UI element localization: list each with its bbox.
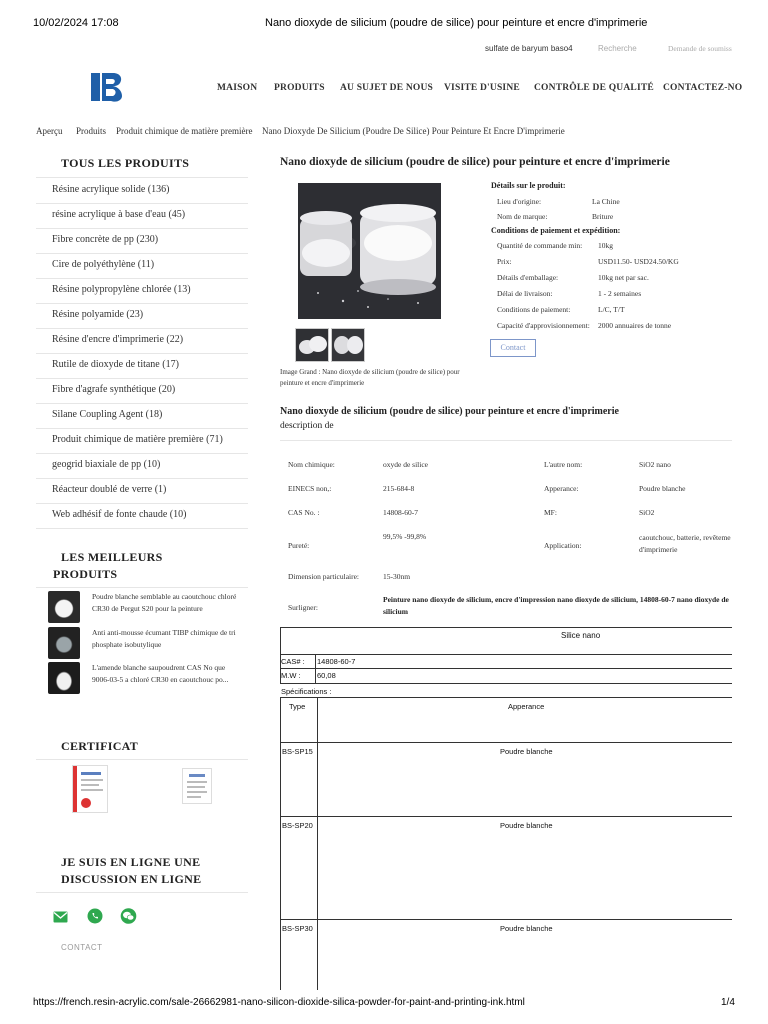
table-cell-type: BS-SP15 [282,747,313,756]
nav-contact[interactable]: CONTACTEZ-NO [663,83,743,93]
category-label: résine acrylique à base d'eau (45) [52,209,186,220]
payment-value: USD11.50- USD24.50/KG [598,257,679,266]
spec-label: Apperance: [544,484,579,493]
product-thumbnail [48,662,80,694]
certificate-image[interactable] [72,765,108,813]
product-title: Nano dioxyde de silicium (poudre de silice) pour peinture et encre d'imprimerie [280,156,670,168]
mw-label: M.W : [281,671,301,680]
wechat-icon[interactable] [120,908,137,929]
category-label: Résine acrylique solide (136) [52,184,170,195]
category-item[interactable] [36,353,248,379]
brand-logo-icon [89,70,125,104]
table-cell-appearance: Poudre blanche [500,747,553,756]
spec-value: Poudre blanche [639,484,686,493]
spec-label: Dimension particulaire: [288,572,360,581]
spec-value: oxyde de silice [383,460,428,469]
category-label: Réacteur doublé de verre (1) [52,484,167,495]
payment-heading: Conditions de paiement et expédition: [491,226,621,235]
topbar-link[interactable]: sulfate de baryum baso4 [485,44,573,53]
payment-label: Prix: [497,257,512,266]
table-cell-type: BS-SP30 [282,924,313,933]
product-main-image[interactable] [298,183,441,319]
image-caption: Image Grand : Nano dioxyde de silicium (poudre de silice) pour peinture et encre d'imprimerie [280,368,460,387]
category-item[interactable] [36,478,248,504]
spec-label: L'autre nom: [544,460,583,469]
detail-label: Nom de marque: [497,212,548,221]
category-label: Web adhésif de fonte chaude (10) [52,509,187,520]
category-item[interactable] [36,453,248,479]
payment-value: 10kg net par sac. [598,273,649,282]
payment-label: Conditions de paiement: [497,305,571,314]
category-item[interactable] [36,203,248,229]
category-item[interactable] [36,278,248,304]
category-label: Silane Coupling Agent (18) [52,409,163,420]
best-product-item[interactable] [48,591,248,625]
quote-request-link[interactable]: Demande de soumiss [668,44,732,53]
cas-label: CAS# : [281,657,305,666]
category-item[interactable] [36,503,248,529]
column-appearance-header: Apperance [508,702,545,711]
whatsapp-icon[interactable] [87,908,103,929]
table-cell-type: BS-SP20 [282,821,313,830]
category-item[interactable] [36,328,248,354]
print-page-title: Nano dioxyde de silicium (poudre de silice) pour peinture et encre d'imprimerie [265,17,648,29]
category-label: Résine polypropylène chlorée (13) [52,284,191,295]
description-title: Nano dioxyde de silicium (poudre de silice) pour peinture et encre d'imprimerie [280,406,619,417]
payment-label: Détails d'emballage: [497,273,559,282]
details-heading: Détails sur le produit: [491,181,566,190]
certificate-image[interactable] [182,768,212,804]
best-product-name: Poudre blanche semblable au caoutchouc chloré CR30 de Pergut S20 pour la peinture [92,592,237,613]
best-product-item[interactable] [48,627,248,661]
payment-label: Quantité de commande min: [497,241,583,250]
email-icon[interactable] [53,910,68,928]
all-products-title: TOUS LES PRODUITS [61,156,190,170]
payment-value: 1 - 2 semaines [598,289,642,298]
breadcrumb-home[interactable]: Aperçu [36,126,63,136]
category-item[interactable] [36,228,248,254]
spec-label: CAS No. : [288,508,320,517]
specifications-label: Spécifications : [281,687,332,696]
spec-value: SiO2 [639,508,655,517]
spec-label: Pureté: [288,541,310,550]
detail-value: La Chine [592,197,620,206]
search-input[interactable]: Recherche [598,44,637,53]
nav-quality-control[interactable]: CONTRÔLE DE QUALITÉ [534,83,654,93]
detail-label: Lieu d'origine: [497,197,542,206]
spec-label: Nom chimique: [288,460,335,469]
payment-value: L/C, T/T [598,305,625,314]
category-label: Fibre d'agrafe synthétique (20) [52,384,176,395]
spec-value: caoutchouc, batterie, revêteme d'imprimerie [639,533,731,554]
detail-value: Briture [592,212,614,221]
best-product-name: Anti anti-mousse écumant TIBP chimique de tri phosphate isobutylique [92,628,236,649]
print-datetime: 10/02/2024 17:08 [33,17,119,29]
online-chat-title-line1: JE SUIS EN LIGNE UNE [61,855,201,869]
mw-value: 60,08 [317,671,336,680]
category-label: Fibre concrète de pp (230) [52,234,159,245]
contact-link[interactable]: CONTACT [61,943,103,952]
breadcrumb-category[interactable]: Produit chimique de matière première [116,126,253,136]
product-thumbnail-1[interactable] [295,328,329,362]
print-url: https://french.resin-acrylic.com/sale-26662981-nano-silicon-dioxide-silica-powder-for-paint-and-printing-ink.html [33,997,525,1008]
best-product-item[interactable] [48,662,248,696]
category-label: Cire de polyéthylène (11) [52,259,155,270]
cas-value: 14808-60-7 [317,657,356,666]
spec-value: SiO2 nano [639,460,671,469]
category-label: geogrid biaxiale de pp (10) [52,459,161,470]
spec-value: 15-30nm [383,572,411,581]
spec-value: 14808-60-7 [383,508,418,517]
table-cell-appearance: Poudre blanche [500,924,553,933]
best-products-title-line1: LES MEILLEURS [61,550,163,564]
product-thumbnail [48,591,80,623]
category-label: Résine polyamide (23) [52,309,144,320]
payment-value: 2000 annuaires de tonne [598,321,672,330]
category-label: Produit chimique de matière première (71) [52,434,223,445]
brand-logo[interactable] [89,70,125,104]
online-chat-title-line2: DISCUSSION EN LIGNE [61,872,202,886]
breadcrumb-current: Nano Dioxyde De Silicium (Poudre De Silice) Pour Peinture Et Encre D'imprimerie [262,126,565,136]
spec-label: MF: [544,508,557,517]
spec-label: EINECS non,: [288,484,332,493]
category-item[interactable] [36,303,248,329]
column-type-header: Type [289,702,306,711]
print-page-number: 1/4 [721,997,735,1008]
spec-value: 215-684-8 [383,484,415,493]
category-item[interactable] [36,253,248,279]
description-subtitle: description de [280,421,334,431]
category-item[interactable] [36,403,248,429]
best-products-title-line2: PRODUITS [53,567,118,581]
highlight-value: Peinture nano dioxyde de silicium, encre d'impression nano dioxyde de silicium, 14808-60-7 nano dioxyde de silicium [383,595,729,616]
nav-home[interactable]: MAISON [217,83,258,93]
category-item[interactable] [36,178,248,204]
spec-label: Application: [544,541,582,550]
contact-button[interactable]: Contact [490,339,536,357]
breadcrumb-products[interactable]: Produits [76,126,107,136]
category-item[interactable] [36,428,248,454]
category-label: Résine d'encre d'imprimerie (22) [52,334,184,345]
product-thumbnail [48,627,80,659]
best-product-name: L'amende blanche saupoudrent CAS No que 9006-03-5 a chloré CR30 en caoutchouc po... [92,663,229,684]
table-cell-appearance: Poudre blanche [500,821,553,830]
payment-label: Délai de livraison: [497,289,553,298]
category-item[interactable] [36,378,248,404]
nav-products[interactable]: PRODUITS [274,83,325,93]
payment-label: Capacité d'approvisionnement: [497,321,590,330]
payment-value: 10kg [598,241,613,250]
certificate-title: CERTIFICAT [61,739,139,753]
product-photo [298,183,441,319]
nav-factory-tour[interactable]: VISITE D'USINE [444,83,520,93]
highlight-label: Surligner: [288,603,318,612]
nav-about[interactable]: AU SUJET DE NOUS [340,83,434,93]
table-title: Silice nano [561,631,601,640]
spec-value: 99,5% -99,8% [383,532,427,541]
category-label: Rutile de dioxyde de titane (17) [52,359,179,370]
product-thumbnail-2[interactable] [331,328,365,362]
